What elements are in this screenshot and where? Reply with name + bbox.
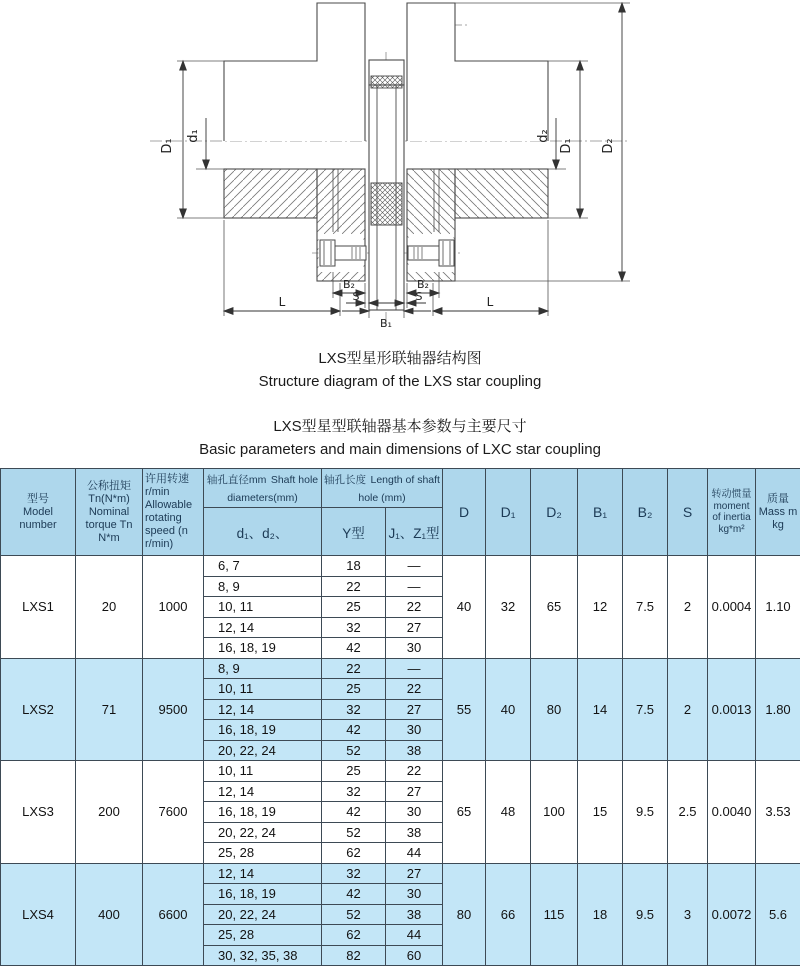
jz-type-length-cell: 38 (386, 904, 443, 925)
header-torque-en: Nominal torque Tn N*m (78, 506, 140, 545)
torque-cell: 71 (76, 658, 143, 761)
torque-cell: 20 (76, 556, 143, 659)
s-cell: 3 (668, 863, 708, 966)
jz-type-length-cell: 27 (386, 863, 443, 884)
torque-cell: 200 (76, 761, 143, 864)
header-torque-zh: 公称扭矩 (78, 480, 140, 493)
right-hub-flange (407, 3, 548, 141)
dim-label-B2-left: B₂ (343, 278, 355, 291)
header-inertia-zh: 转动惯量 (710, 489, 753, 501)
dim-label-B1-center: B₁ (380, 317, 392, 330)
d-cell: 80 (443, 863, 486, 966)
shaft-hole-diameters-cell: 30, 32, 35, 38 (204, 945, 322, 966)
bolt-left-head (320, 240, 335, 266)
table-row (1, 863, 800, 884)
jz-type-length-cell: 30 (386, 802, 443, 823)
header-D1: D₁ (486, 469, 531, 556)
b2-cell: 7.5 (623, 556, 668, 659)
header-speed-en: Allowable rotating speed (n r/min) (145, 499, 201, 551)
shaft-hole-diameters-cell: 16, 18, 19 (204, 802, 322, 823)
jz-type-length-cell: 38 (386, 822, 443, 843)
y-type-length-cell: 22 (322, 576, 386, 597)
model-cell: LXS1 (1, 556, 76, 659)
header-model-zh: 型号 (3, 493, 73, 506)
shaft-hole-diameters-cell: 12, 14 (204, 617, 322, 638)
star-element-section (371, 183, 402, 225)
jz-type-length-cell: 38 (386, 740, 443, 761)
header-shaft-hole-length-group (322, 469, 443, 508)
d2-cell: 115 (531, 863, 578, 966)
table-row (1, 556, 800, 577)
elastic-element-top (371, 76, 402, 88)
d-cell: 40 (443, 556, 486, 659)
header-inertia (708, 469, 756, 556)
shaft-hole-diameters-cell: 10, 11 (204, 761, 322, 782)
y-type-length-cell: 82 (322, 945, 386, 966)
shaft-hole-diameters-cell: 16, 18, 19 (204, 638, 322, 659)
table-title-en: Basic parameters and main dimensions of LXC star coupling (0, 438, 800, 462)
jz-type-length-cell: 44 (386, 925, 443, 946)
right-hub-section (455, 169, 548, 218)
bolt-left-shank (335, 246, 366, 260)
table-body (1, 556, 800, 966)
header-mass-zh: 质量 (758, 493, 798, 506)
shaft-hole-diameters-cell: 16, 18, 19 (204, 720, 322, 741)
y-type-length-cell: 25 (322, 761, 386, 782)
y-type-length-cell: 32 (322, 699, 386, 720)
shaft-hole-diameters-cell: 25, 28 (204, 925, 322, 946)
table-row (1, 658, 800, 679)
inertia-cell: 0.0004 (708, 556, 756, 659)
shaft-hole-diameters-cell: 16, 18, 19 (204, 884, 322, 905)
speed-cell: 9500 (143, 658, 204, 761)
dim-label-S-right: S (416, 290, 423, 303)
left-hub-section (224, 169, 317, 218)
header-shaft-hole-diameter-en: Shaft hole diameters(mm) (227, 474, 318, 504)
b1-cell: 18 (578, 863, 623, 966)
d1-cell: 32 (486, 556, 531, 659)
model-cell: LXS3 (1, 761, 76, 864)
dim-label-d2-right: d₂ (536, 129, 551, 142)
y-type-length-cell: 52 (322, 904, 386, 925)
s-cell: 2 (668, 556, 708, 659)
mass-cell: 1.10 (756, 556, 800, 659)
diagram-captions (0, 348, 800, 394)
header-mass-en: Mass m kg (758, 506, 798, 532)
mass-cell: 5.6 (756, 863, 800, 966)
bolt-right-shank (408, 246, 439, 260)
model-cell: LXS4 (1, 863, 76, 966)
jz-type-length-cell: 30 (386, 884, 443, 905)
inertia-cell: 0.0072 (708, 863, 756, 966)
jz-type-length-cell: 22 (386, 761, 443, 782)
mass-cell: 3.53 (756, 761, 800, 864)
shaft-hole-diameters-cell: 12, 14 (204, 863, 322, 884)
d-cell: 65 (443, 761, 486, 864)
bolt-left (319, 234, 367, 272)
jz-type-length-cell: — (386, 556, 443, 577)
y-type-length-cell: 32 (322, 617, 386, 638)
b2-cell: 9.5 (623, 761, 668, 864)
y-type-length-cell: 42 (322, 884, 386, 905)
header-mass (756, 469, 800, 556)
shaft-hole-diameters-cell: 20, 22, 24 (204, 822, 322, 843)
shaft-hole-diameters-cell: 12, 14 (204, 781, 322, 802)
d2-cell: 80 (531, 658, 578, 761)
d1-cell: 66 (486, 863, 531, 966)
header-shaft-hole-length-en: Length of shaft hole (mm) (358, 474, 440, 504)
upper-outline (224, 3, 548, 310)
coupling-structure-diagram (0, 0, 800, 335)
header-shaft-hole-diameter-group (204, 469, 322, 508)
d1-cell: 40 (486, 658, 531, 761)
header-y-type: Y型 (322, 508, 386, 556)
jz-type-length-cell: — (386, 658, 443, 679)
y-type-length-cell: 62 (322, 843, 386, 864)
header-S: S (668, 469, 708, 556)
shaft-hole-diameters-cell: 20, 22, 24 (204, 740, 322, 761)
header-shaft-hole-length-zh: 轴孔长度 (324, 474, 366, 486)
dim-label-S-left: S (353, 290, 360, 303)
header-B2: B₂ (623, 469, 668, 556)
shaft-hole-diameters-cell: 12, 14 (204, 699, 322, 720)
y-type-length-cell: 32 (322, 863, 386, 884)
y-type-length-cell: 42 (322, 720, 386, 741)
jz-type-length-cell: 22 (386, 679, 443, 700)
y-type-length-cell: 22 (322, 658, 386, 679)
shaft-hole-diameters-cell: 20, 22, 24 (204, 904, 322, 925)
y-type-length-cell: 52 (322, 822, 386, 843)
mass-cell: 1.80 (756, 658, 800, 761)
y-type-length-cell: 32 (322, 781, 386, 802)
table-title-zh: LXS型星型联轴器基本参数与主要尺寸 (0, 416, 800, 438)
jz-type-length-cell: 44 (386, 843, 443, 864)
inertia-cell: 0.0013 (708, 658, 756, 761)
d1-cell: 48 (486, 761, 531, 864)
s-cell: 2.5 (668, 761, 708, 864)
speed-cell: 7600 (143, 761, 204, 864)
header-speed (143, 469, 204, 556)
d2-cell: 100 (531, 761, 578, 864)
y-type-length-cell: 62 (322, 925, 386, 946)
y-type-length-cell: 25 (322, 679, 386, 700)
parameters-table (0, 468, 800, 966)
jz-type-length-cell: 27 (386, 617, 443, 638)
b1-cell: 15 (578, 761, 623, 864)
dim-label-L-left: L (279, 295, 286, 309)
bolt-right-head (439, 240, 454, 266)
jz-type-length-cell: 60 (386, 945, 443, 966)
dim-label-D1-right: D₁ (559, 138, 574, 153)
jz-type-length-cell: 22 (386, 597, 443, 618)
shaft-hole-diameters-cell: 25, 28 (204, 843, 322, 864)
y-type-length-cell: 52 (322, 740, 386, 761)
y-type-length-cell: 42 (322, 638, 386, 659)
header-d1-d2: d₁、d₂、 (204, 508, 322, 556)
header-torque (76, 469, 143, 556)
d-cell: 55 (443, 658, 486, 761)
torque-cell: 400 (76, 863, 143, 966)
speed-cell: 1000 (143, 556, 204, 659)
header-D2: D₂ (531, 469, 578, 556)
header-B1: B₁ (578, 469, 623, 556)
y-type-length-cell: 42 (322, 802, 386, 823)
dim-label-D1-left: D₁ (160, 138, 175, 153)
header-model (1, 469, 76, 556)
bolt-right (408, 234, 454, 272)
jz-type-length-cell: 30 (386, 638, 443, 659)
diagram-caption-zh: LXS型星形联轴器结构图 (0, 348, 800, 370)
shaft-hole-diameters-cell: 10, 11 (204, 597, 322, 618)
dim-label-B2-right: B₂ (417, 278, 429, 291)
jz-type-length-cell: — (386, 576, 443, 597)
left-hub-flange (224, 3, 365, 141)
model-cell: LXS2 (1, 658, 76, 761)
b2-cell: 7.5 (623, 658, 668, 761)
b1-cell: 14 (578, 658, 623, 761)
b1-cell: 12 (578, 556, 623, 659)
header-inertia-en: moment of inertia (710, 501, 753, 524)
dim-label-d1-left: d₁ (186, 129, 201, 142)
dim-label-D2-right: D₂ (601, 138, 616, 153)
shaft-hole-diameters-cell: 8, 9 (204, 576, 322, 597)
dim-label-L-right: L (487, 295, 494, 309)
shaft-hole-diameters-cell: 6, 7 (204, 556, 322, 577)
inertia-cell: 0.0040 (708, 761, 756, 864)
diagram-caption-en: Structure diagram of the LXS star coupling (0, 370, 800, 394)
y-type-length-cell: 18 (322, 556, 386, 577)
shaft-hole-diameters-cell: 8, 9 (204, 658, 322, 679)
table-row (1, 761, 800, 782)
jz-type-length-cell: 27 (386, 699, 443, 720)
header-torque-symbol: Tn(N*m) (78, 493, 140, 506)
header-inertia-unit: kg*m² (710, 524, 753, 536)
d2-cell: 65 (531, 556, 578, 659)
header-j1-z1-type: J₁、Z₁型 (386, 508, 443, 556)
s-cell: 2 (668, 658, 708, 761)
header-D: D (443, 469, 486, 556)
header-model-en: Model number (3, 506, 73, 532)
header-shaft-hole-diameter-zh: 轴孔直径mm (207, 474, 267, 486)
b2-cell: 9.5 (623, 863, 668, 966)
shaft-hole-diameters-cell: 10, 11 (204, 679, 322, 700)
table-titles (0, 416, 800, 462)
speed-cell: 6600 (143, 863, 204, 966)
y-type-length-cell: 25 (322, 597, 386, 618)
jz-type-length-cell: 27 (386, 781, 443, 802)
jz-type-length-cell: 30 (386, 720, 443, 741)
header-speed-zh: 许用转速r/min (145, 473, 201, 499)
